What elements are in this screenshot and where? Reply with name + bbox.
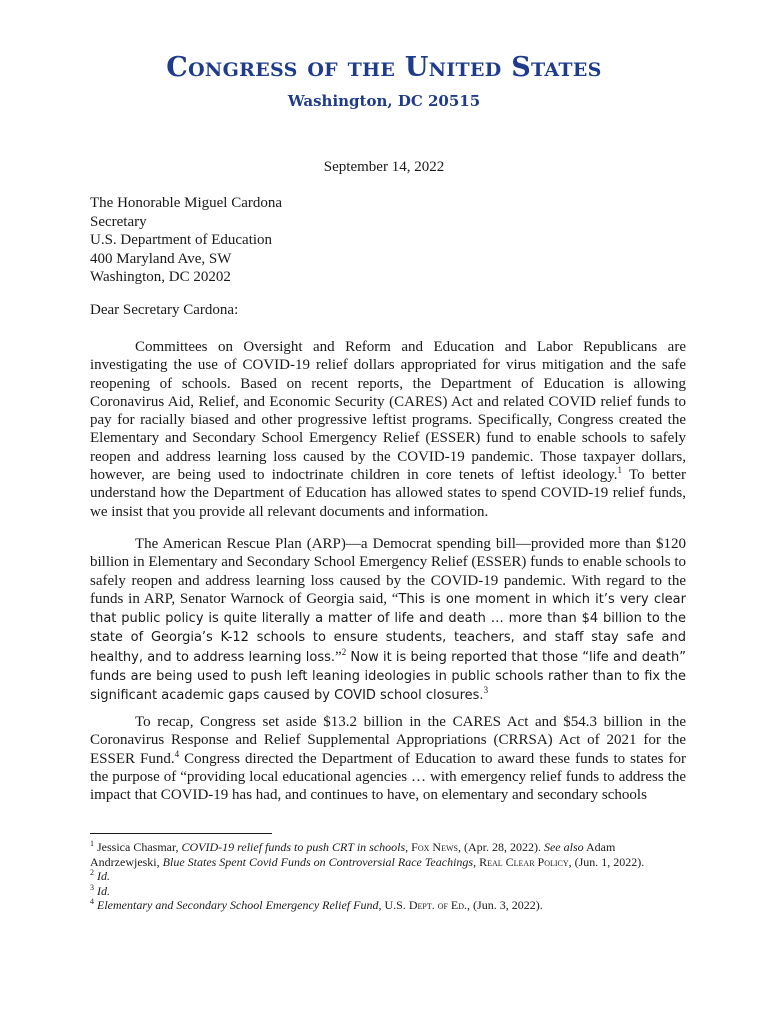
paragraph-2 [90, 535, 686, 724]
footnote-ref-1: 1 [617, 465, 623, 476]
paragraph-1 [90, 338, 686, 539]
footnote-1-title: COVID-19 relief funds to push CRT in schools [181, 840, 406, 854]
footnote-1-number: 1 [90, 839, 94, 848]
footnote-1-publisher: Fox News [411, 840, 458, 854]
footnote-1-title-2: Blue States Spent Covid Funds on Controversial Race Teachings [162, 854, 474, 869]
letterhead-title: Congress of the United States [166, 52, 602, 83]
footnote-1-see-also: See also [543, 840, 584, 854]
footnote-4 [90, 898, 686, 913]
paragraph-3 [90, 713, 686, 822]
footnote-3-text: Id. [94, 883, 110, 898]
letterhead-subtitle: Washington, DC 20515 [287, 92, 481, 110]
warnock-quote: This is one moment in which it’s very clear that public policy is quite literally a matter of life and death … more than $4 billion to the state of Georgia’s K-12 schools to ensure students, teachers, and staff stay safe and healthy, and to address learning loss. [90, 591, 686, 665]
footnote-3 [90, 884, 686, 899]
footnote-4-prefix: U.S. [381, 898, 409, 912]
footnote-divider [90, 833, 272, 834]
paragraph-1-text-b: To better understand how the Department of Education has allowed states to spend COVID-19 relief funds, we insist that you provide all relevant documents and information. [90, 467, 686, 520]
salutation: Dear Secretary Cardona: [90, 302, 239, 318]
footnote-2 [90, 869, 686, 884]
footnote-4-publisher: Dept. of Ed. [408, 898, 468, 912]
footnote-ref-4: 4 [174, 748, 180, 759]
paragraph-3-text-b: Congress directed the Department of Education to award these funds to states for the purpose of “providing local educational agencies … with emergency relief funds to address the impact that COVID-19 has had, and continues to have, on elementary and secondary schools [90, 750, 686, 804]
recipient-org: U.S. Department of Education [90, 232, 273, 248]
footnote-1-author-2: Adam Andrzewjeski, [90, 840, 616, 869]
footnote-ref-3: 3 [483, 685, 489, 696]
paragraph-2-text-a: The American Rescue Plan (ARP)—a Democrat spending bill—provided more than $120 billion in Elementary and Secondary School Emergency Relief (ESSER) funds to enable schools to safely reopen and address learning loss caused by the COVID-19 pandemic. With regard to the funds in ARP, Senator Warnock of Georgia said, “ [90, 536, 686, 607]
paragraph-2-close-quote: ” [335, 648, 342, 665]
footnote-4-number: 4 [90, 897, 94, 906]
footnote-1-publisher-2: Real Clear Policy [479, 854, 569, 869]
paragraph-3-text-a: To recap, Congress set aside $13.2 billion in the CARES Act and $54.3 billion in the Coronavirus Response and Relief Supplemental Appropriations (CRRSA) Act of 2021 for the ESSER Fund. [90, 714, 686, 767]
recipient-name: The Honorable Miguel Cardona [90, 195, 283, 211]
footnote-1-sep: , [405, 840, 412, 854]
paragraph-2-text-c: Now it is being reported that those “life and death” funds are being used to push left leaning ideologies in public schools rather than to fix the significant academic gaps caused by COVID school closures. [90, 649, 686, 704]
recipient-city: Washington, DC 20202 [90, 269, 231, 285]
footnote-1-date-2: , (Jun. 1, 2022). [568, 854, 645, 869]
footnote-2-text: Id. [94, 869, 110, 883]
footnote-1-date: , (Apr. 28, 2022). [457, 840, 544, 854]
recipient-street: 400 Maryland Ave, SW [90, 250, 232, 267]
footnote-ref-2: 2 [341, 646, 347, 657]
footnote-1-sep-2: , [473, 854, 480, 869]
recipient-title: Secretary [90, 213, 147, 230]
footnote-3-number: 3 [90, 882, 94, 892]
letter-date: September 14, 2022 [323, 159, 445, 175]
footnote-4-title: Elementary and Secondary School Emergency Relief Fund, [94, 898, 382, 912]
footnote-1-author: Jessica Chasmar, [94, 840, 182, 854]
footnote-1 [90, 840, 686, 869]
paragraph-1-text-a: Committees on Oversight and Reform and Education and Labor Republicans are investigating the use of COVID-19 relief dollars appropriated for virus mitigation and the safe reopening of schools. Based on recent reports, the Department of Education is allowing Coronavirus Aid, Relief, and Economic Security (CARES) Act and related COVID relief funds to pay for racially biased and other progressive leftist programs. Specifically, Congress created the Elementary and Secondary School Emergency Relief (ESSER) fund to enable schools to safely reopen and address learning loss caused by the COVID-19 pandemic. Those taxpayer dollars, however, are being used to indoctrinate children in core tenets of leftist ideology. [90, 339, 686, 484]
footnotes [90, 840, 686, 913]
footnote-2-number: 2 [90, 868, 94, 877]
footnote-4-date: , (Jun. 3, 2022). [467, 898, 543, 912]
recipient-address [90, 194, 282, 287]
